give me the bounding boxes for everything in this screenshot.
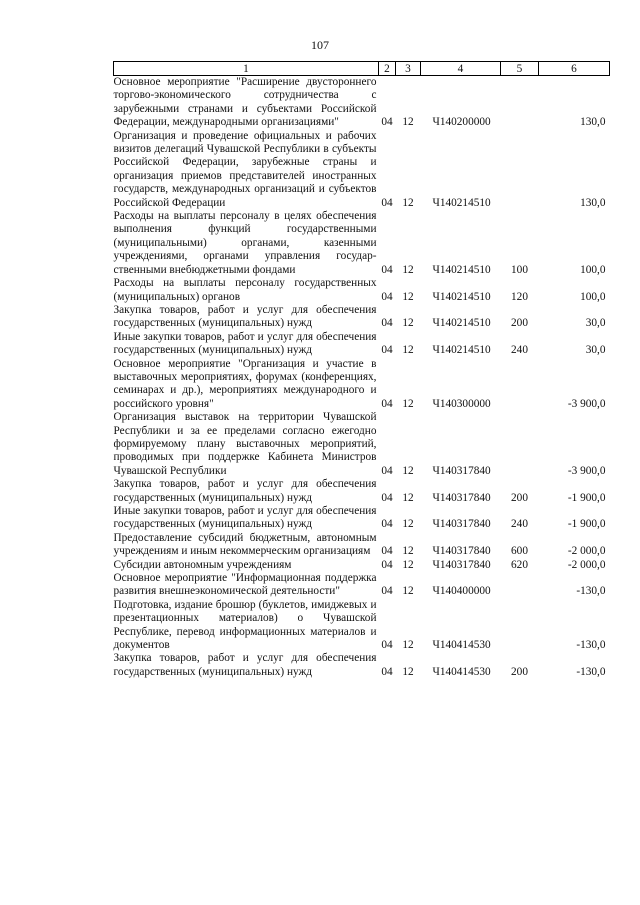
- row-expense-type: 240: [511, 518, 528, 531]
- table-row: [114, 411, 610, 478]
- table-row: [114, 572, 610, 599]
- row-name: Основное мероприятие "Расширение двустороннего торгово-экономического сотрудничества с зарубежными странами и субъектами Российской Федерации, международными организациями": [113, 76, 377, 129]
- row-subsection: 12: [402, 558, 414, 571]
- row-name: Иные закупки товаров, работ и услуг для обеспечения государственных (муниципальных) нужд: [113, 505, 377, 531]
- row-amount: -130,0: [576, 585, 606, 598]
- row-target-article: Ч140317840: [432, 491, 491, 504]
- row-target-article: Ч140214510: [432, 317, 491, 330]
- row-section: 04: [381, 518, 393, 531]
- row-target-article: Ч140214510: [432, 263, 491, 276]
- row-target-article: Ч140317840: [432, 518, 491, 531]
- row-section: 04: [381, 263, 393, 276]
- row-name: Основное мероприятие "Организация и участие в выставочных мероприятиях, форумах (конференциях, семинарах и др.), мероприятиях международного и российского уровня": [113, 357, 377, 410]
- row-target-article: Ч140200000: [432, 116, 491, 129]
- table-row: [114, 505, 610, 532]
- row-amount: 130,0: [580, 116, 606, 129]
- row-subsection: 12: [402, 290, 414, 303]
- table-row: [114, 599, 610, 653]
- row-amount: -2 000,0: [567, 558, 606, 571]
- row-name: Закупка товаров, работ и услуг для обеспечения государственных (муниципальных) нужд: [113, 478, 377, 504]
- row-expense-type: 200: [511, 665, 528, 678]
- row-subsection: 12: [402, 518, 414, 531]
- row-subsection: 12: [402, 665, 414, 678]
- header-col-subsection: 3: [396, 62, 421, 76]
- row-subsection: 12: [402, 585, 414, 598]
- row-expense-type: [501, 130, 539, 210]
- row-section: 04: [381, 639, 393, 652]
- row-target-article: Ч140214510: [432, 290, 491, 303]
- row-name: Основное мероприятие "Информационная поддержка развития внешнеэкономической деятельности": [113, 572, 377, 598]
- row-subsection: 12: [402, 344, 414, 357]
- row-target-article: Ч140214510: [432, 196, 491, 209]
- row-target-article: Ч140300000: [432, 397, 491, 410]
- row-section: 04: [381, 464, 393, 477]
- row-target-article: Ч140414530: [432, 639, 491, 652]
- row-expense-type: [501, 572, 539, 599]
- header-col-section: 2: [379, 62, 396, 76]
- row-section: 04: [381, 491, 393, 504]
- row-amount: -1 900,0: [567, 491, 606, 504]
- row-target-article: Ч140317840: [432, 545, 491, 558]
- row-section: 04: [381, 116, 393, 129]
- row-section: 04: [381, 196, 393, 209]
- row-subsection: 12: [402, 317, 414, 330]
- row-target-article: Ч140317840: [432, 558, 491, 571]
- table-row: [114, 652, 610, 679]
- row-expense-type: 100: [511, 263, 528, 276]
- row-amount: -3 900,0: [567, 464, 606, 477]
- row-amount: -1 900,0: [567, 518, 606, 531]
- table-row: [114, 304, 610, 331]
- header-row: [114, 62, 610, 76]
- row-amount: 100,0: [580, 263, 606, 276]
- row-target-article: Ч140400000: [432, 585, 491, 598]
- row-name: Организация и проведение официальных и рабочих визитов делегаций Чувашской Республики в субъекты Российской Федерации, зарубежные страны и организация приемов представителей иностранных государств, международных организаций и субъектов Российской Федерации: [113, 129, 377, 209]
- row-name: Субсидии автономным учреждениям: [113, 558, 292, 571]
- row-amount: 100,0: [580, 290, 606, 303]
- row-amount: -3 900,0: [567, 397, 606, 410]
- row-expense-type: [501, 76, 539, 130]
- table-row: [114, 358, 610, 412]
- row-section: 04: [381, 545, 393, 558]
- row-section: 04: [381, 665, 393, 678]
- row-subsection: 12: [402, 491, 414, 504]
- row-target-article: Ч140214510: [432, 344, 491, 357]
- row-name: Закупка товаров, работ и услуг для обеспечения государственных (муниципальных) нужд: [113, 303, 377, 330]
- row-subsection: 12: [402, 116, 414, 129]
- row-expense-type: 200: [511, 317, 528, 330]
- row-name: Предоставление субсидий бюджетным, автономным учреждениям и иным некоммерческим организациям: [113, 531, 377, 558]
- row-amount: 30,0: [585, 344, 606, 357]
- table-body: [114, 76, 610, 680]
- row-subsection: 12: [402, 639, 414, 652]
- row-subsection: 12: [402, 464, 414, 477]
- row-amount: -130,0: [576, 639, 606, 652]
- row-section: 04: [381, 344, 393, 357]
- row-amount: -2 000,0: [567, 545, 606, 558]
- row-section: 04: [381, 290, 393, 303]
- header-col-amount: 6: [539, 62, 610, 76]
- row-expense-type: [501, 358, 539, 412]
- table-header: [114, 62, 610, 76]
- row-target-article: Ч140414530: [432, 665, 491, 678]
- budget-table: [113, 61, 610, 679]
- row-name: Организация выставок на территории Чувашской Республики и за ее пределами согласно ежегодно формируемому плану выставочных мероприятий, проводимых при поддержке Кабинета Министров Чувашской Республики: [113, 411, 377, 477]
- table-row: [114, 478, 610, 505]
- row-section: 04: [381, 397, 393, 410]
- table-row: [114, 277, 610, 304]
- row-expense-type: 600: [511, 545, 528, 558]
- row-amount: -130,0: [576, 665, 606, 678]
- header-col-target-article: 4: [421, 62, 501, 76]
- row-subsection: 12: [402, 263, 414, 276]
- row-amount: 130,0: [580, 196, 606, 209]
- row-target-article: Ч140317840: [432, 464, 491, 477]
- row-name: Расходы на выплаты персоналу в целях обеспечения выполнения функций государственными (муниципальными) органами, казенными учреждениями, органами управления государственными внебюджетными фондами: [113, 210, 377, 276]
- table-row: [114, 532, 610, 559]
- row-subsection: 12: [402, 397, 414, 410]
- row-name: Иные закупки товаров, работ и услуг для обеспечения государственных (муниципальных) нужд: [113, 330, 377, 357]
- table-row: [114, 130, 610, 210]
- row-section: 04: [381, 317, 393, 330]
- row-subsection: 12: [402, 545, 414, 558]
- row-name: Подготовка, издание брошюр (буклетов, имиджевых и презентационных материалов) о Чувашской Республике, перевод информационных материалов и документов: [113, 598, 377, 652]
- table-row: [114, 76, 610, 130]
- header-col-expense-type: 5: [501, 62, 539, 76]
- row-expense-type: 620: [511, 558, 528, 571]
- table-row: [114, 559, 610, 572]
- table-row: [114, 331, 610, 358]
- row-expense-type: 240: [511, 344, 528, 357]
- row-name: Расходы на выплаты персоналу государственных (муниципальных) органов: [113, 277, 377, 303]
- table-row: [114, 210, 610, 277]
- row-amount: 30,0: [585, 317, 606, 330]
- row-subsection: 12: [402, 196, 414, 209]
- row-section: 04: [381, 558, 393, 571]
- row-section: 04: [381, 585, 393, 598]
- row-expense-type: [501, 411, 539, 478]
- row-name: Закупка товаров, работ и услуг для обеспечения государственных (муниципальных) нужд: [113, 652, 377, 678]
- row-expense-type: 120: [511, 290, 528, 303]
- row-expense-type: 200: [511, 491, 528, 504]
- header-col-name: 1: [114, 62, 379, 76]
- row-expense-type: [501, 599, 539, 653]
- page-number: 107: [311, 38, 329, 52]
